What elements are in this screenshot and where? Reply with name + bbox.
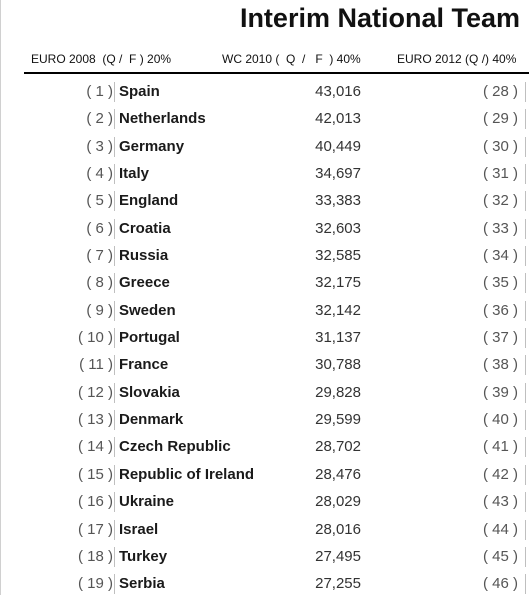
euro-2012-rank: ( 39 ) [483, 383, 519, 401]
table-row [0, 188, 529, 215]
country-name: Denmark [114, 410, 369, 430]
table-row [0, 325, 529, 352]
rank-value: ( 18 ) [77, 547, 113, 565]
euro-2012-rank: ( 37 ) [483, 329, 519, 347]
column-separator [525, 273, 526, 293]
country-name: Russia [114, 246, 369, 266]
table-row [0, 352, 529, 379]
country-name: Republic of Ireland [114, 465, 369, 485]
points-value: 28,016 [315, 520, 361, 538]
rank-value: ( 12 ) [77, 383, 113, 401]
header-divider [24, 72, 529, 74]
column-separator [525, 520, 526, 540]
column-separator [525, 574, 526, 594]
rank-value: ( 7 ) [86, 247, 113, 265]
points-value: 29,599 [315, 411, 361, 429]
country-name: Israel [114, 520, 369, 540]
column-separator [525, 164, 526, 184]
rank-value: ( 16 ) [77, 493, 113, 511]
column-separator [525, 547, 526, 567]
euro-2012-rank: ( 45 ) [483, 547, 519, 565]
page-title: Interim National Team [239, 3, 520, 33]
points-value: 43,016 [315, 83, 361, 100]
table-row [0, 407, 529, 434]
euro-2012-rank: ( 33 ) [483, 219, 519, 237]
rank-value: ( 11 ) [79, 356, 113, 374]
table-row [0, 462, 529, 489]
points-value: 40,449 [315, 137, 361, 155]
country-name: Sweden [114, 301, 369, 321]
rank-value: ( 9 ) [86, 301, 113, 319]
column-header-euro-2012: EURO 2012 (Q /) 40% [397, 52, 517, 66]
column-separator [525, 246, 526, 266]
points-value: 31,137 [315, 329, 361, 347]
column-separator [525, 410, 526, 430]
points-value: 27,495 [315, 547, 361, 565]
euro-2012-rank: ( 44 ) [483, 520, 519, 538]
table-row [0, 134, 529, 161]
country-name: Italy [114, 164, 369, 184]
rank-value: ( 4 ) [86, 165, 113, 183]
euro-2012-rank: ( 31 ) [483, 165, 519, 183]
points-value: 33,383 [315, 192, 361, 210]
euro-2012-rank: ( 28 ) [483, 83, 519, 100]
euro-2012-rank: ( 42 ) [483, 465, 519, 483]
country-name: Turkey [114, 547, 369, 567]
euro-2012-rank: ( 40 ) [483, 411, 519, 429]
table-row [0, 380, 529, 407]
table-row [0, 434, 529, 461]
points-value: 28,702 [315, 438, 361, 456]
euro-2012-rank: ( 30 ) [483, 137, 519, 155]
euro-2012-rank: ( 41 ) [483, 438, 519, 456]
points-value: 28,476 [315, 465, 361, 483]
points-value: 27,255 [315, 575, 361, 593]
points-value: 32,142 [315, 301, 361, 319]
table-row [0, 270, 529, 297]
rank-value: ( 17 ) [77, 520, 113, 538]
table-row [0, 79, 529, 106]
points-value: 32,175 [315, 274, 361, 292]
column-separator [525, 219, 526, 239]
points-value: 29,828 [315, 383, 361, 401]
euro-2012-rank: ( 34 ) [483, 247, 519, 265]
country-name: Spain [114, 82, 369, 102]
column-separator [525, 301, 526, 321]
rank-value: ( 1 ) [86, 83, 113, 100]
rank-value: ( 10 ) [77, 329, 113, 347]
euro-2012-rank: ( 35 ) [483, 274, 519, 292]
country-name: Ukraine [114, 492, 369, 512]
column-separator [525, 191, 526, 211]
country-name: Netherlands [114, 109, 369, 129]
points-value: 28,029 [315, 493, 361, 511]
table-row [0, 106, 529, 133]
euro-2012-rank: ( 29 ) [483, 110, 519, 128]
euro-2012-rank: ( 46 ) [483, 575, 519, 593]
points-value: 32,585 [315, 247, 361, 265]
country-name: Croatia [114, 219, 369, 239]
column-separator [525, 137, 526, 157]
column-separator [525, 355, 526, 375]
country-name: Portugal [114, 328, 369, 348]
euro-2012-rank: ( 38 ) [483, 356, 519, 374]
rank-value: ( 6 ) [86, 219, 113, 237]
table-row [0, 161, 529, 188]
country-name: France [114, 355, 369, 375]
points-value: 32,603 [315, 219, 361, 237]
rank-value: ( 5 ) [86, 192, 113, 210]
column-separator [525, 465, 526, 485]
country-name: Slovakia [114, 383, 369, 403]
euro-2012-rank: ( 36 ) [483, 301, 519, 319]
rank-value: ( 8 ) [86, 274, 113, 292]
column-separator [525, 109, 526, 129]
table-row [0, 571, 529, 598]
column-separator [525, 492, 526, 512]
rank-value: ( 14 ) [77, 438, 113, 456]
points-value: 34,697 [315, 165, 361, 183]
column-separator [525, 437, 526, 457]
rank-value: ( 19 ) [77, 575, 113, 593]
table-row [0, 243, 529, 270]
rank-value: ( 2 ) [86, 110, 113, 128]
points-value: 30,788 [315, 356, 361, 374]
rank-value: ( 15 ) [77, 465, 113, 483]
country-name: Germany [114, 137, 369, 157]
column-separator [525, 383, 526, 403]
euro-2012-rank: ( 32 ) [483, 192, 519, 210]
euro-2012-rank: ( 43 ) [483, 493, 519, 511]
column-header-euro-2008: EURO 2008 (Q / F ) 20% [31, 52, 172, 66]
country-name: Czech Republic [114, 437, 369, 457]
column-separator [525, 82, 526, 102]
rank-value: ( 13 ) [77, 411, 113, 429]
country-name: Serbia [114, 574, 369, 594]
table-row [0, 489, 529, 516]
country-name: Greece [114, 273, 369, 293]
table-row [0, 298, 529, 325]
column-header-wc-2010: WC 2010 ( Q / F ) 40% [222, 52, 361, 66]
ranking-table [0, 79, 529, 599]
table-row [0, 544, 529, 571]
column-separator [525, 328, 526, 348]
table-row [0, 216, 529, 243]
rank-value: ( 3 ) [86, 137, 113, 155]
table-row [0, 517, 529, 544]
country-name: England [114, 191, 369, 211]
points-value: 42,013 [315, 110, 361, 128]
